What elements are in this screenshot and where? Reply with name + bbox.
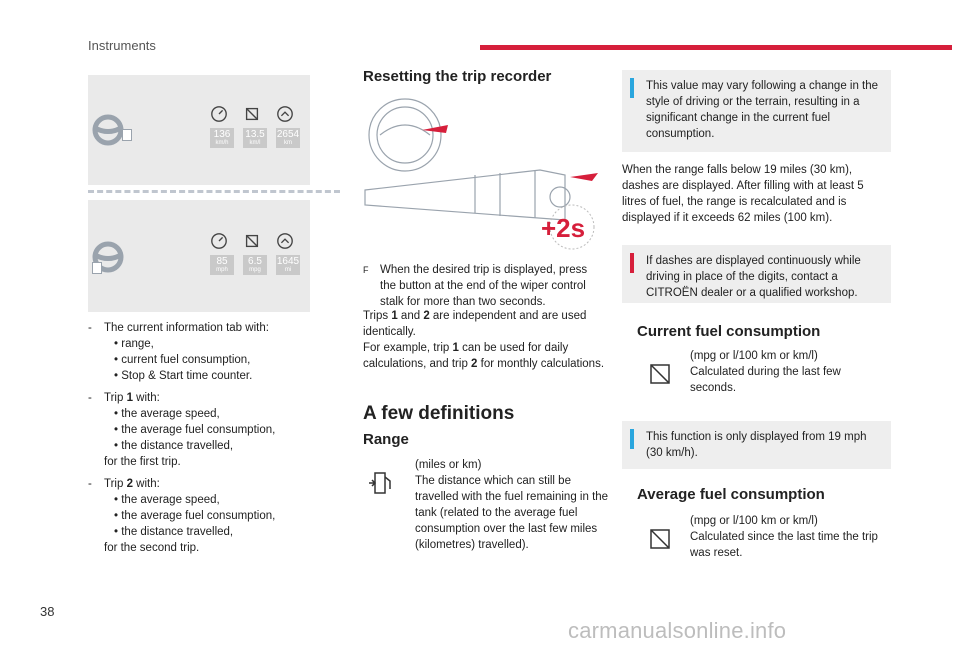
info-mark [630, 78, 634, 98]
trip-unit: mi [276, 267, 300, 275]
range-text: The distance which can still be travelled with the fuel remaining in the tank (related to the average fuel consumption over the last few miles (kilometres) travelled). [415, 475, 609, 551]
trip-value: 6.5 [243, 255, 267, 267]
fuel-pump-icon [243, 105, 261, 123]
list-dash: - [88, 478, 92, 490]
trip-cell-speed [210, 232, 234, 275]
list-dash: - [88, 392, 92, 404]
instrument-panel-top [88, 75, 310, 185]
warning-box [622, 245, 891, 303]
info-mark [630, 429, 634, 449]
list-item: • the distance travelled, [114, 524, 328, 540]
trip-tab-list-1 [88, 320, 328, 384]
trip-value: 2654 [276, 129, 300, 140]
trip-value: 1645 [276, 256, 300, 267]
list-item: • the average speed, [114, 492, 328, 508]
range-unit: (miles or km) [415, 459, 482, 471]
definitions-heading: A few definitions [363, 403, 515, 424]
info-box-display [622, 421, 891, 469]
two-seconds-badge: +2s [541, 213, 586, 243]
list-intro: Trip 1 with: [104, 392, 160, 404]
range-definition [415, 457, 610, 553]
warning-text: If dashes are displayed continuously while driving in place of the digits, contact a CITROËN dealer or a qualified workshop. [646, 255, 861, 299]
trip-cell-fuel [243, 232, 267, 275]
fuel-pump-icon [243, 232, 261, 250]
trip-cell-distance [276, 105, 300, 148]
average-fuel-definition [690, 513, 885, 561]
range-icon [368, 470, 396, 496]
example-note: For example, trip 1 can be used for daily calculations, and trip 2 for monthly calculations. [363, 342, 605, 370]
instrument-panel-bottom [88, 200, 310, 312]
list-item: • Stop & Start time counter. [114, 368, 328, 384]
section-title: Instruments [88, 38, 156, 53]
range-dashes-note: When the range falls below 19 miles (30 km), dashes are displayed. After filling with at least 5 litres of fuel, the range is recalculated and is displayed if it exceeds 62 miles (100 km). [622, 164, 864, 224]
header-accent-bar [480, 45, 952, 50]
trip-value: 85 [210, 255, 234, 267]
current-fuel-text: Calculated during the last few seconds. [690, 366, 841, 394]
average-fuel-unit: (mpg or l/100 km or km/l) [690, 515, 818, 527]
list-item: • the distance travelled, [114, 438, 328, 454]
watermark: carmanualsonline.info [568, 618, 787, 643]
current-fuel-unit: (mpg or l/100 km or km/l) [690, 350, 818, 362]
list-item: • the average fuel consumption, [114, 508, 328, 524]
current-fuel-heading: Current fuel consumption [637, 323, 821, 340]
info-text: This function is only displayed from 19 mph (30 km/h). [646, 431, 867, 459]
steering-wheel-icon [88, 240, 128, 280]
step-text: When the desired trip is displayed, press the button at the end of the wiper control stalk for more than two seconds. [380, 264, 588, 308]
info-text: This value may vary following a change in the style of driving or the terrain, resulting in a significant change in the current fuel consumption. [646, 80, 879, 140]
list-intro: The current information tab with: [104, 322, 269, 334]
distance-icon [276, 105, 294, 123]
step-marker: F [363, 265, 369, 275]
reset-step [363, 262, 603, 310]
trip-cell-speed [210, 105, 234, 148]
divider [88, 190, 340, 193]
list-outro: for the second trip. [104, 542, 200, 554]
trip-unit: mpg [243, 267, 267, 275]
list-intro: Trip 2 with: [104, 478, 160, 490]
trip-unit: km [276, 140, 300, 148]
trip-tab-list-3 [88, 476, 328, 556]
list-item: • current fuel consumption, [114, 352, 328, 368]
trip-value: 13.5 [243, 128, 267, 140]
trip-cell-distance [276, 232, 300, 275]
trip-value: 136 [210, 128, 234, 140]
stalk-button-icon [92, 262, 102, 274]
trip-unit: mph [210, 267, 234, 275]
stalk-button-icon [122, 129, 132, 141]
list-item: • the average speed, [114, 406, 328, 422]
list-item: • range, [114, 336, 328, 352]
list-outro: for the first trip. [104, 456, 181, 468]
page-number: 38 [40, 604, 55, 619]
warning-mark [630, 253, 634, 273]
speed-gauge-icon [210, 105, 228, 123]
speed-gauge-icon [210, 232, 228, 250]
trip-unit: km/h [210, 140, 234, 148]
reset-notes [363, 308, 618, 372]
average-fuel-heading: Average fuel consumption [637, 486, 825, 503]
list-item: • the average fuel consumption, [114, 422, 328, 438]
reset-heading: Resetting the trip recorder [363, 68, 552, 85]
trips-note: Trips 1 and 2 are independent and are used identically. [363, 310, 587, 338]
range-heading: Range [363, 431, 409, 448]
fuel-pump-icon [648, 362, 672, 386]
list-dash: - [88, 322, 92, 334]
fuel-pump-icon [648, 527, 672, 551]
trip-cell-fuel [243, 105, 267, 148]
trip-unit: km/l [243, 140, 267, 148]
trip-tab-list-2 [88, 390, 328, 470]
average-fuel-text: Calculated since the last time the trip was reset. [690, 531, 878, 559]
distance-icon [276, 232, 294, 250]
info-box-variation [622, 70, 891, 152]
current-fuel-definition [690, 348, 885, 396]
